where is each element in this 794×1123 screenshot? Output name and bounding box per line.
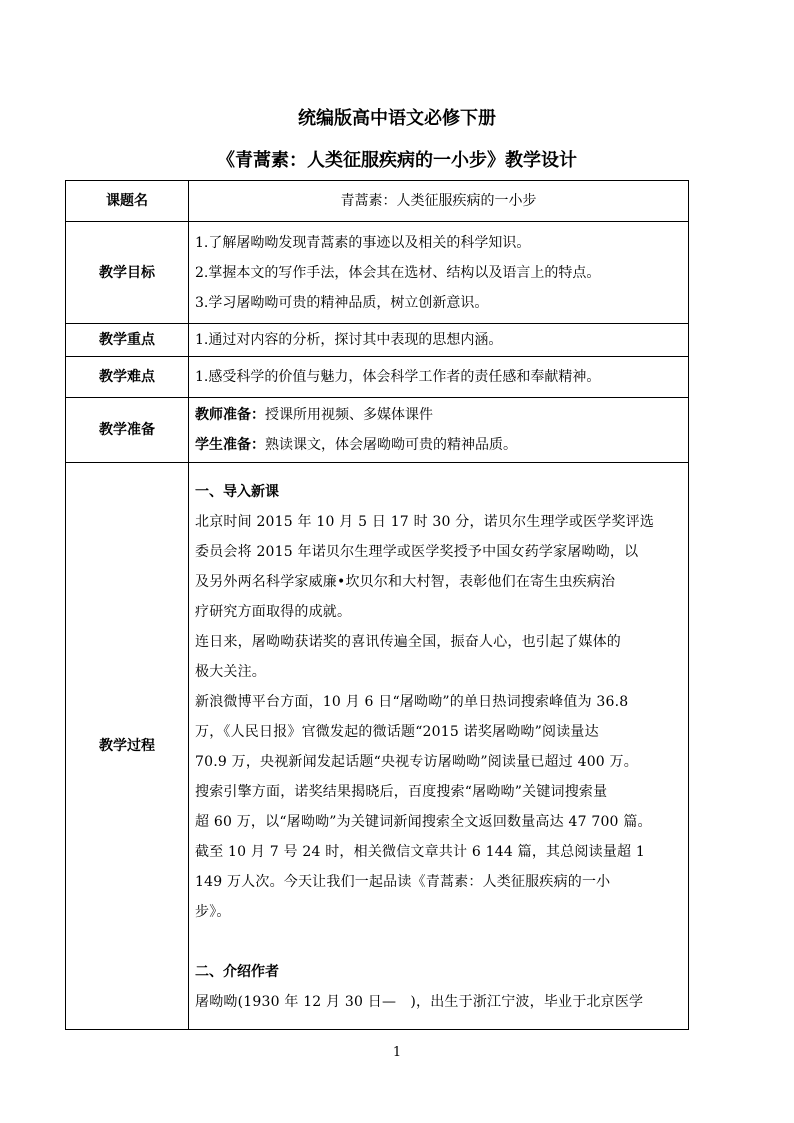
goal-item: 3.学习屠呦呦可贵的精神品质，树立创新意识。: [195, 294, 489, 311]
process-text-line: 疗研究方面取得的成就。: [195, 604, 352, 620]
teacher-prep-label: 教师准备：: [195, 407, 265, 423]
table-row-topic: [66, 181, 689, 222]
process-text-line: 极大关注。: [195, 664, 266, 680]
goal-item: 2.掌握本文的写作手法，体会其在选材、结构以及语言上的特点。: [195, 264, 601, 281]
table-row-process: [66, 463, 689, 1030]
topic-value: 青蒿素：人类征服疾病的一小步: [189, 181, 689, 222]
process-text-line: 新浪微博平台方面，10 月 6 日“屠呦呦”的单日热词搜索峰值为 36.8: [195, 694, 629, 710]
process-label: 教学过程: [66, 463, 189, 1030]
section-heading-author: 二、介绍作者: [195, 964, 279, 980]
document-title-line2: 《青蒿素：人类征服疾病的一小步》教学设计: [217, 150, 577, 171]
key-points-value: [189, 324, 689, 357]
goal-item: 1.了解屠呦呦发现青蒿素的事迹以及相关的科学知识。: [195, 234, 531, 251]
lesson-plan-table: [65, 180, 689, 1030]
process-text-line: 万，《人民日报》官微发起的微话题“2015 诺奖屠呦呦”阅读量达: [195, 724, 599, 740]
process-text-line: 截至 10 月 7 号 24 时，相关微信文章共计 6 144 篇，其总阅读量超 1: [195, 844, 645, 860]
process-value: [189, 463, 689, 1030]
difficulty-item: 1.感受科学的价值与魅力，体会科学工作者的责任感和奉献精神。: [195, 369, 601, 385]
teacher-prep: [195, 400, 682, 430]
goals-value: [189, 222, 689, 324]
section-heading-intro: 一、导入新课: [195, 484, 279, 500]
document-title-line1: 统编版高中语文必修下册: [298, 108, 496, 129]
preparation-value: [189, 398, 689, 463]
process-text-line: 屠呦呦(1930 年 12 月 30 日— )，出生于浙江宁波，毕业于北京医学: [195, 994, 644, 1010]
process-text-line: 超 60 万，以“屠呦呦”为关键词新闻搜索全文返回数量高达 47 700 篇。: [195, 814, 652, 830]
student-prep-label: 学生准备：: [195, 437, 265, 453]
student-prep: [195, 430, 682, 460]
topic-label: 课题名: [66, 181, 189, 222]
table-row-key-points: [66, 324, 689, 357]
student-prep-text: 熟读课文，体会屠呦呦可贵的精神品质。: [265, 437, 517, 453]
process-text-line: 北京时间 2015 年 10 月 5 日 17 时 30 分，诺贝尔生理学或医学奖评选: [195, 514, 655, 530]
key-point-item: 1.通过对内容的分析，探讨其中表现的思想内涵。: [195, 332, 503, 348]
process-text-line: 149 万人次。今天让我们一起品读《青蒿素：人类征服疾病的一小: [195, 874, 611, 890]
goals-label: 教学目标: [66, 222, 189, 324]
table-row-goals: [66, 222, 689, 324]
table-row-difficulty: [66, 357, 689, 398]
process-text-line: 委员会将 2015 年诺贝尔生理学或医学奖授予中国女药学家屠呦呦，以: [195, 544, 639, 560]
process-text-line: 步》。: [195, 904, 231, 920]
key-points-label: 教学重点: [66, 324, 189, 357]
blank-line: [195, 927, 682, 957]
difficulty-label: 教学难点: [66, 357, 189, 398]
table-row-preparation: [66, 398, 689, 463]
difficulty-value: [189, 357, 689, 398]
process-text-line: 连日来，屠呦呦获诺奖的喜讯传遍全国，振奋人心，也引起了媒体的: [195, 634, 621, 650]
preparation-label: 教学准备: [66, 398, 189, 463]
page-number: 1: [392, 1045, 402, 1060]
process-text-line: 及另外两名科学家威廉•坎贝尔和大村智，表彰他们在寄生虫疾病治: [195, 574, 616, 590]
process-text-line: 70.9 万，央视新闻发起话题“央视专访屠呦呦”阅读量已超过 400 万。: [195, 754, 638, 770]
teacher-prep-text: 授课所用视频、多媒体课件: [265, 407, 433, 423]
process-text-line: 搜索引擎方面，诺奖结果揭晓后，百度搜索“屠呦呦”关键词搜索量: [195, 784, 608, 800]
